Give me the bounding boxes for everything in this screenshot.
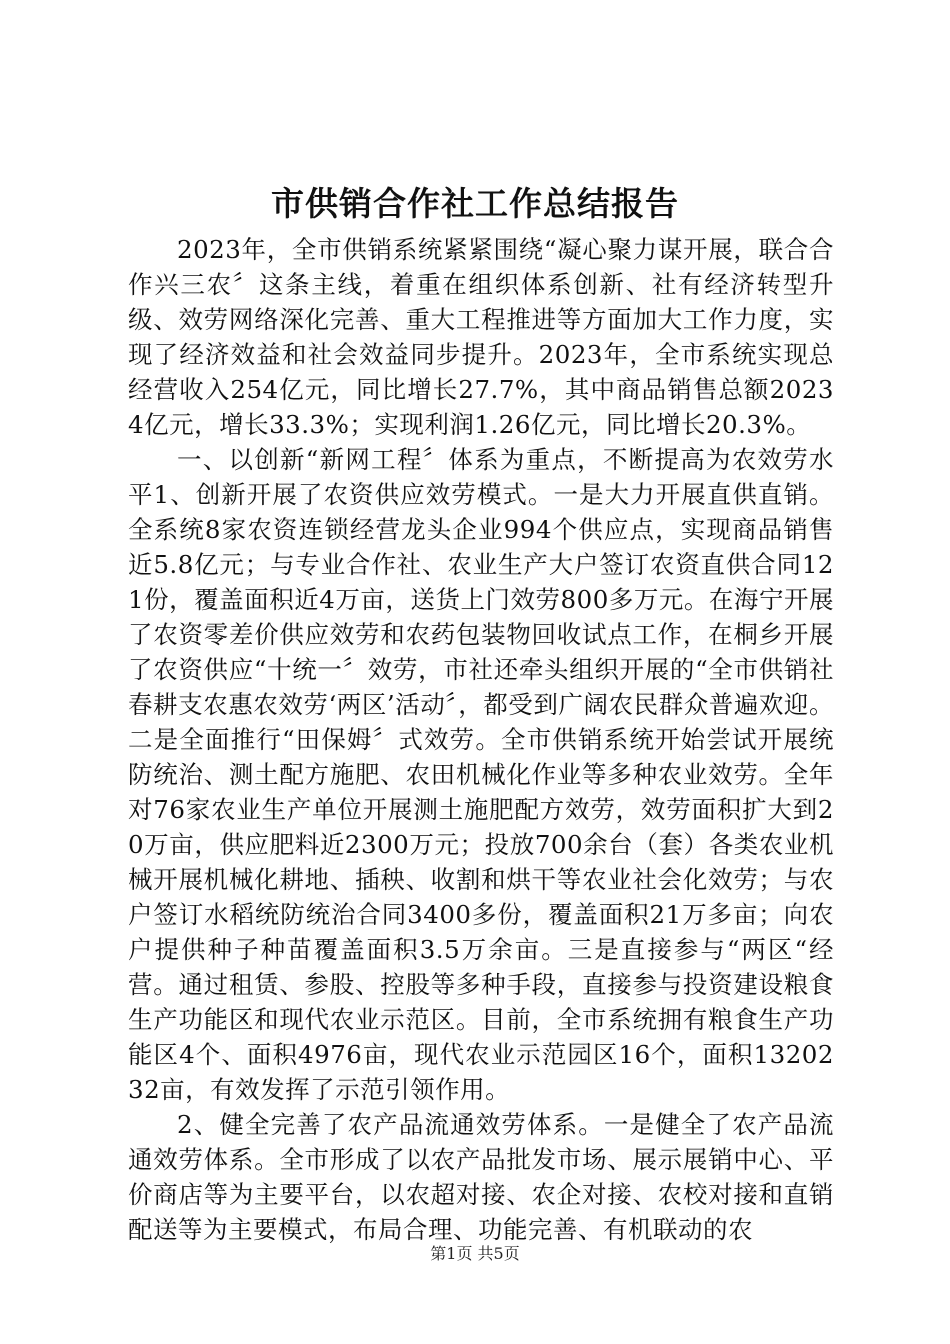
- paragraph-section-one: 一、以创新“新网工程〞体系为重点，不断提高为农效劳水平1、创新开展了农资供应效劳模式。一是大力开展直供直销。全系统8家农资连锁经营龙头企业994个供应点，实现商品销售近5.8亿元；与专业合作社、农业生产大户签订农资直供合同121份，覆盖面积近4万亩，送货上门效劳800多万元。在海宁开展了农资零差价供应效劳和农药包装物回收试点工作，在桐乡开展了农资供应“十统一〞效劳，市社还牵头组织开展的“全市供销社春耕支农惠农效劳‘两区’活动〞，都受到广阔农民群众普遍欢迎。二是全面推行“田保姆〞式效劳。全市供销系统开始尝试开展统防统治、测土配方施肥、农田机械化作业等多种农业效劳。全年对76家农业生产单位开展测土施肥配方效劳，效劳面积扩大到20万亩，供应肥料近2300万元；投放700余台（套）各类农业机械开展机械化耕地、插秧、收割和烘干等农业社会化效劳；与农户签订水稻统防统治合同3400多份，覆盖面积21万多亩；向农户提供种子种苗覆盖面积3.5万余亩。三是直接参与“两区“经营。通过租赁、参股、控股等多种手段，直接参与投资建设粮食生产功能区和现代农业示范区。目前，全市系统拥有粮食生产功能区4个、面积4976亩，现代农业示范园区16个，面积1320232亩，有效发挥了示范引领作用。: [128, 445, 834, 1104]
- document-title: 市供销合作社工作总结报告: [271, 184, 679, 223]
- paragraph-section-two: 2、健全完善了农产品流通效劳体系。一是健全了农产品流通效劳体系。全市形成了以农产品批发市场、展示展销中心、平价商店等为主要平台，以农超对接、农企对接、农校对接和直销配送等为主要模式，布局合理、功能完善、有机联动的农: [128, 1110, 834, 1244]
- paragraph-intro: 2023年，全市供销系统紧紧围绕“凝心聚力谋开展，联合合作兴三农〞这条主线，着重在组织体系创新、社有经济转型升级、效劳网络深化完善、重大工程推进等方面加大工作力度，实现了经济效益和社会效益同步提升。2023年，全市系统实现总经营收入254亿元，同比增长27.7%，其中商品销售总额20234亿元，增长33.3%；实现利润1.26亿元，同比增长20.3%。: [128, 235, 834, 439]
- page-footer: 第1页 共5页: [430, 1244, 520, 1263]
- document-body: [128, 232, 834, 1247]
